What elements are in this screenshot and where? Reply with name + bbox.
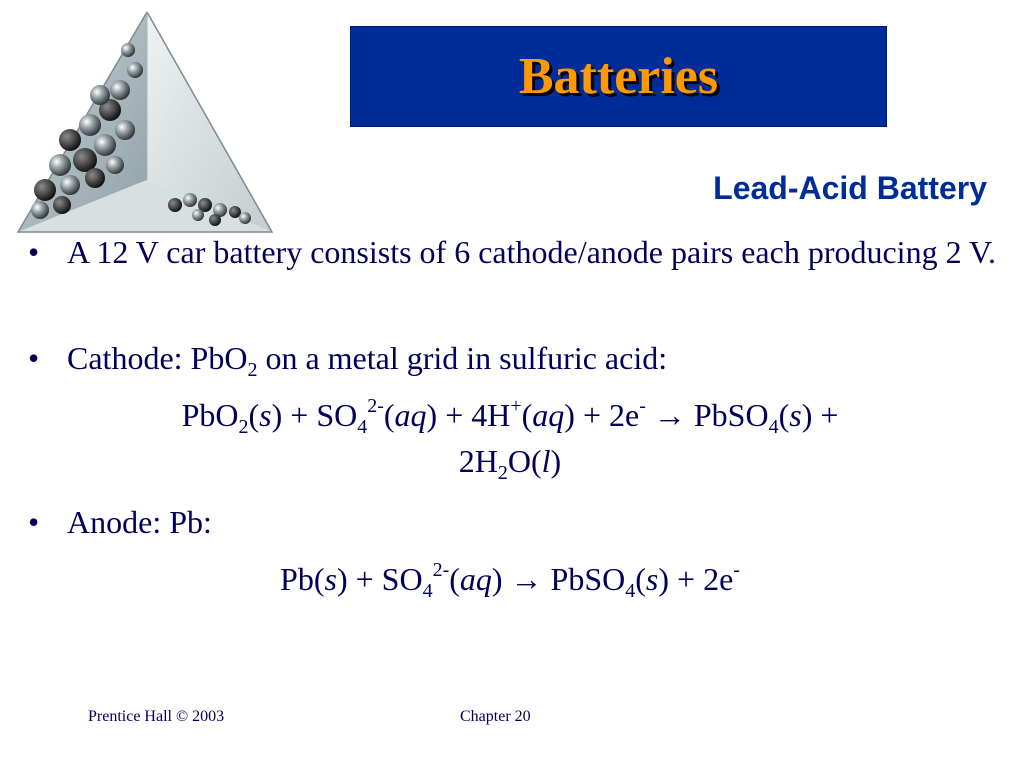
anode-equation: $Pb(s) + SO_4^{2-}(aq)$ → PbSO$_4$(s) + 2e-	[280, 559, 740, 602]
bullet-text	[67, 336, 667, 380]
molecular-pyramid-logo-icon	[0, 0, 290, 240]
bullet-marker: •	[28, 340, 40, 376]
cathode-prefix: Cathode: PbO	[67, 340, 248, 376]
slide-title: Batteries	[518, 48, 719, 105]
bullet-text: A 12 V car battery consists of 6 cathode/anode pairs each producing 2 V.	[67, 234, 996, 270]
bullet-marker: •	[28, 234, 40, 270]
cathode-subscript: 2	[247, 359, 258, 381]
slide-subtitle: Lead-Acid Battery	[713, 170, 987, 206]
bullet-text: Anode: Pb:	[67, 504, 212, 540]
cathode-equation: $PbO_2(s) + SO_4^{2-}(aq) + 4H^+(aq) + 2e^-$ → PbSO$_4$(s) + $2H_2O(l)$	[181, 395, 839, 484]
cathode-suffix: on a metal grid in sulfuric acid:	[257, 340, 668, 376]
title-banner	[350, 26, 887, 127]
footer-copyright: Prentice Hall © 2003	[88, 708, 225, 725]
bullet-marker: •	[28, 504, 40, 540]
footer-chapter: Chapter 20	[460, 708, 531, 725]
